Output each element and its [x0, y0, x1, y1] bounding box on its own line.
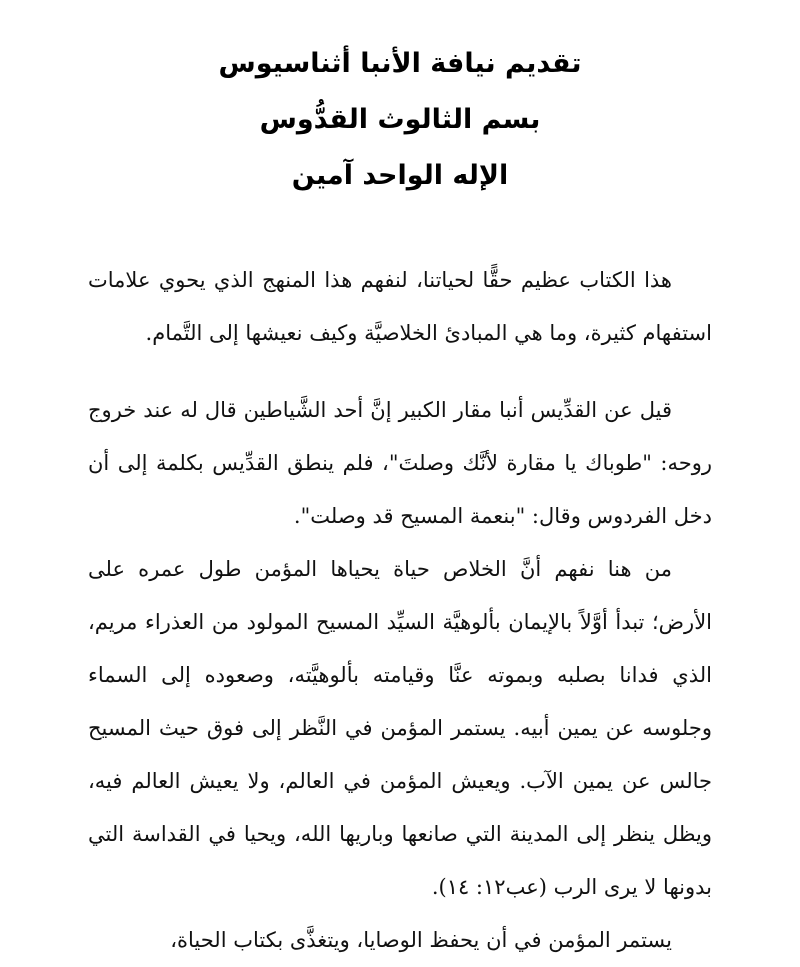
document-body — [88, 254, 712, 967]
heading-one-god: الإله الواحد آمين — [291, 160, 509, 191]
heading-trinity: بسم الثالوث القدُّوس — [259, 104, 541, 135]
paragraph-commandments: يستمر المؤمن في أن يحفظ الوصايا، ويتغذَّى بكتاب الحياة، — [170, 928, 672, 952]
heading-presentation: تقديم نيافة الأنبا أثناسيوس — [218, 48, 582, 79]
paragraph-saint-macarius: قيل عن القدِّيس أنبا مقار الكبير إنَّ أحد الشَّياطين قال له عند خروج روحه: "طوباك يا مقارة لأنَّك وصلتَ"، فلم ينطق القدِّيس بكلمة إلى أن دخل الفردوس وقال: "بنعمة المسيح قد وصلت". — [88, 398, 712, 528]
document-headings — [88, 36, 712, 204]
paragraph-salvation-life: من هنا نفهم أنَّ الخلاص حياة يحياها المؤمن طول عمره على الأرض؛ تبدأ أوَّلاً بالإيمان بألوهيَّة السيِّد المسيح المولود من العذراء مريم، الذي فدانا بصلبه وبموته عنَّا وقيامته بألوهيَّته، وصعوده إلى السماء وجلوسه عن يمين أبيه. يستمر المؤمن في النَّظر إلى فوق حيث المسيح جالس عن يمين الآب. ويعيش المؤمن في العالم، ولا يعيش العالم فيه، ويظل ينظر إلى المدينة التي صانعها وباريها الله، ويحيا في القداسة التي بدونها لا يرى الرب (عب١٢: ١٤). — [88, 557, 712, 899]
paragraph-intro: هذا الكتاب عظيم حقًّا لحياتنا، لنفهم هذا المنهج الذي يحوي علامات استفهام كثيرة، وما هي المبادئ الخلاصيَّة وكيف نعيشها إلى التَّمام. — [88, 268, 712, 345]
